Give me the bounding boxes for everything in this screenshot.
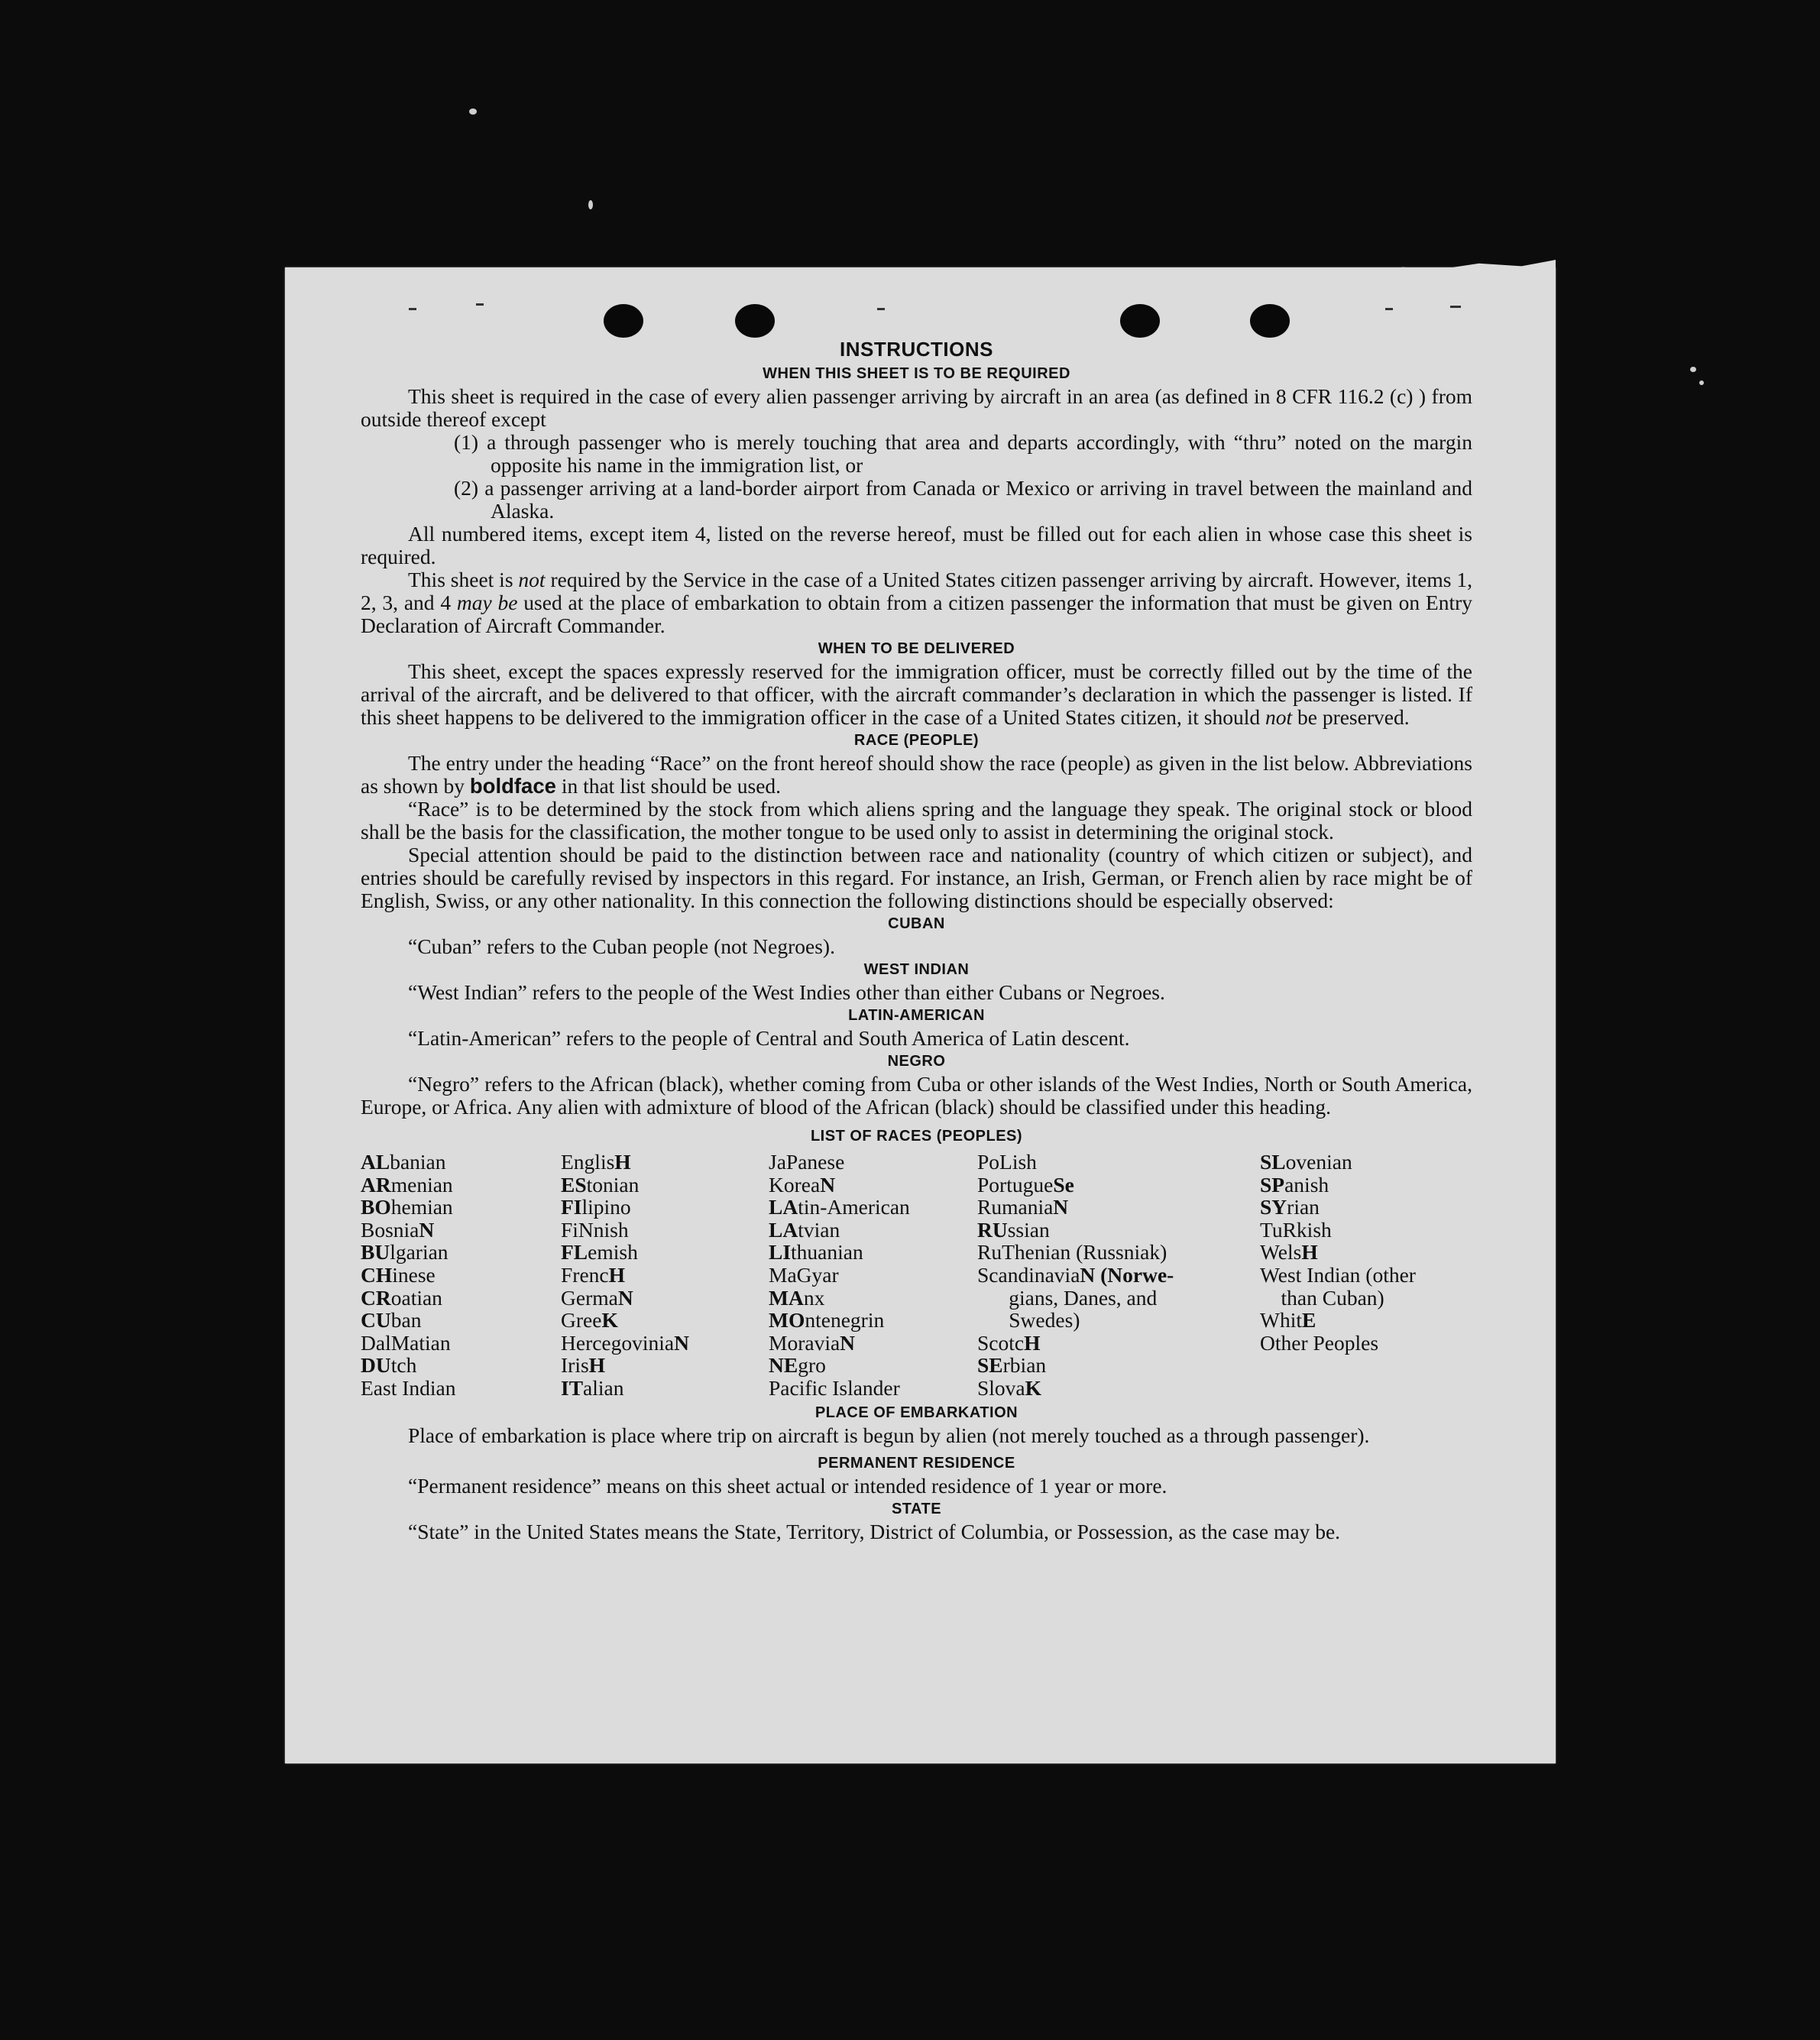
subheading-cuban: CUBAN	[888, 915, 945, 932]
paragraph: “State” in the United States means the State, Territory, District of Columbia, or Possession, as the case may be.	[408, 1519, 1341, 1543]
race-abbrev: E	[1302, 1308, 1316, 1332]
scan-speck	[1690, 367, 1696, 372]
race-text: nx	[803, 1285, 825, 1310]
race-abbrev: H	[614, 1150, 631, 1174]
race-entry	[977, 1174, 1260, 1196]
race-text: tonian	[586, 1172, 640, 1196]
race-text: ssian	[1007, 1217, 1050, 1242]
race-entry	[1260, 1219, 1472, 1242]
race-entry	[1260, 1332, 1472, 1355]
race-entry	[977, 1309, 1260, 1332]
race-text: inese	[392, 1262, 436, 1287]
race-text: Hercegovinia	[561, 1330, 675, 1355]
scan-speck	[588, 200, 593, 209]
race-entry	[1260, 1264, 1472, 1287]
race-text: anish	[1284, 1172, 1329, 1196]
race-text: ovenian	[1285, 1150, 1352, 1174]
paragraph: This sheet, except the spaces expressly reserved for the immigration officer, must be correctly filled out by the time of the arrival of the aircraft, and be delivered to that officer, with the aircraft commander’s declaration in which the passenger is listed. If this sheet happens to be delivered to the immigration officer in the case of a United States citizen, it should not be preserved.	[361, 659, 1472, 729]
race-text: Moravia	[769, 1330, 840, 1355]
document-sheet	[285, 267, 1556, 1763]
race-text: banian	[390, 1150, 446, 1174]
race-text: lgarian	[390, 1240, 449, 1264]
race-column	[1260, 1151, 1472, 1400]
race-abbrev: N (Norwe-	[1080, 1262, 1174, 1287]
race-text: rbian	[1002, 1353, 1047, 1378]
race-abbrev: BO	[361, 1195, 391, 1219]
race-entry	[561, 1332, 769, 1355]
exception-item: (1) a through passenger who is merely touching that area and departs accordingly, with “thru” noted on the margin opposite his name in the immigration list, or	[454, 430, 1472, 477]
race-text: Englis	[561, 1150, 615, 1174]
definition-text: “Negro” refers to the African (black), whether coming from Cuba or other islands of the West Indies, North or South America, Europe, or Africa. Any alien with admixture of blood of the African (black) should be classified under this heading.	[361, 1072, 1472, 1119]
race-abbrev: LI	[769, 1240, 792, 1264]
race-entry	[977, 1151, 1260, 1174]
race-column	[361, 1151, 561, 1400]
race-entry	[769, 1287, 977, 1310]
race-entry	[361, 1151, 561, 1174]
torn-edge	[1385, 260, 1556, 278]
race-column	[561, 1151, 769, 1400]
race-entry	[1260, 1151, 1472, 1174]
race-entry	[769, 1377, 977, 1400]
race-text: emish	[588, 1240, 638, 1264]
race-entry	[561, 1196, 769, 1219]
race-entry	[361, 1264, 561, 1287]
race-entry	[1260, 1196, 1472, 1219]
race-entry	[769, 1264, 977, 1287]
paragraph: This sheet is required in the case of every alien passenger arriving by aircraft in an area (as defined in 8 CFR 116.2 (c) ) from outside thereof except	[361, 384, 1472, 431]
race-entry	[977, 1264, 1260, 1287]
race-abbrev: H	[608, 1262, 626, 1287]
race-abbrev: CU	[361, 1308, 391, 1332]
race-abbrev: CH	[361, 1262, 393, 1287]
race-text: hemian	[390, 1195, 453, 1219]
punch-hole	[735, 304, 775, 338]
race-text: Swedes)	[977, 1308, 1080, 1332]
race-entry	[361, 1241, 561, 1264]
race-abbrev: MO	[769, 1308, 805, 1332]
paragraph: All numbered items, except item 4, listed on the reverse hereof, must be filled out for each alien in whose case this sheet is required.	[361, 522, 1472, 568]
document-title: INSTRUCTIONS	[840, 338, 993, 361]
paragraph: Special attention should be paid to the distinction between race and nationality (country of which citizen or subject), and entries should be carefully revised by inspectors in this regard. For instance, an Irish, German, or French alien by race might be of English, Swiss, or any other nationality. In this connection the following distinctions should be especially observed:	[361, 843, 1472, 912]
race-entry	[561, 1287, 769, 1310]
race-entry	[977, 1377, 1260, 1400]
race-entry	[769, 1219, 977, 1242]
race-abbrev: Se	[1053, 1172, 1074, 1196]
race-abbrev: SY	[1260, 1195, 1287, 1219]
race-entry	[361, 1332, 561, 1355]
race-text: Whit	[1260, 1308, 1302, 1332]
race-text: Gree	[561, 1308, 602, 1332]
paragraph: The entry under the heading “Race” on the front hereof should show the race (people) as given in the list below. Abbreviations as shown by boldface in that list should be used.	[361, 751, 1472, 798]
race-text: menian	[390, 1172, 453, 1196]
race-entry	[561, 1264, 769, 1287]
race-abbrev: AL	[361, 1150, 390, 1174]
race-abbrev: K	[1025, 1375, 1042, 1400]
race-entry	[1260, 1174, 1472, 1196]
race-text: Scandinavia	[977, 1262, 1080, 1287]
race-abbrev: BU	[361, 1240, 390, 1264]
race-list-heading: LIST OF RACES (PEOPLES)	[810, 1128, 1023, 1145]
subheading-west-indian: WEST INDIAN	[863, 961, 970, 978]
race-entry	[1260, 1309, 1472, 1332]
race-entry	[977, 1287, 1260, 1310]
race-abbrev: N	[820, 1172, 836, 1196]
race-text: Germa	[561, 1285, 618, 1310]
race-abbrev: FI	[561, 1195, 582, 1219]
race-text: Korea	[769, 1172, 821, 1196]
race-abbrev: N	[1053, 1195, 1069, 1219]
edge-mark	[877, 308, 885, 310]
race-text: ban	[390, 1308, 422, 1332]
race-text: gro	[798, 1353, 826, 1378]
race-abbrev: IT	[561, 1375, 584, 1400]
paragraph: This sheet is not required by the Service in the case of a United States citizen passenger arriving by aircraft. However, items 1, 2, 3, and 4 may be used at the place of embarkation to obtain from a citizen passenger the information that must be given on Entry Declaration of Aircraft Commander.	[361, 568, 1472, 637]
race-abbrev: LA	[769, 1195, 798, 1219]
race-abbrev: SE	[977, 1353, 1003, 1378]
race-abbrev: K	[601, 1308, 618, 1332]
race-entry	[561, 1241, 769, 1264]
race-abbrev: H	[1024, 1330, 1041, 1355]
race-text: Slova	[977, 1375, 1025, 1400]
race-text: gians, Danes, and	[977, 1285, 1158, 1310]
race-text: East Indian	[361, 1375, 456, 1400]
race-abbrev: LA	[769, 1217, 798, 1242]
race-entry	[361, 1309, 561, 1332]
race-text: DalMatian	[361, 1330, 451, 1355]
race-entry	[361, 1196, 561, 1219]
race-text: TuRkish	[1260, 1217, 1332, 1242]
race-entry	[361, 1354, 561, 1377]
race-abbrev: H	[1301, 1240, 1318, 1264]
section-heading-state: STATE	[891, 1500, 942, 1517]
race-text: alian	[583, 1375, 624, 1400]
race-text: tch	[390, 1353, 417, 1378]
race-abbrev: H	[588, 1353, 606, 1378]
race-text: Frenc	[561, 1262, 609, 1287]
race-text: PoLish	[977, 1150, 1037, 1174]
race-entry	[361, 1174, 561, 1196]
race-entry	[361, 1219, 561, 1242]
race-entry	[769, 1309, 977, 1332]
race-abbrev: MA	[769, 1285, 804, 1310]
race-entry	[561, 1151, 769, 1174]
race-entry	[561, 1354, 769, 1377]
race-text: JaPanese	[769, 1150, 845, 1174]
race-text: thuanian	[791, 1240, 863, 1264]
race-abbrev: N	[674, 1330, 689, 1355]
section-heading-embarkation: PLACE OF EMBARKATION	[814, 1404, 1018, 1421]
race-abbrev: AR	[361, 1172, 391, 1196]
race-entry	[977, 1332, 1260, 1355]
race-entry	[769, 1332, 977, 1355]
race-abbrev: N	[419, 1217, 435, 1242]
race-text: Rumania	[977, 1195, 1054, 1219]
race-entry	[977, 1219, 1260, 1242]
race-entry	[361, 1287, 561, 1310]
instructions-content	[361, 336, 1472, 1543]
race-abbrev: DU	[361, 1353, 391, 1378]
paragraph: “Race” is to be determined by the stock from which aliens spring and the language they speak. The original stock or blood shall be the basis for the classification, the mother tongue to be used only to assist in determining the original stock.	[361, 797, 1472, 844]
race-text: Bosnia	[361, 1217, 419, 1242]
punch-hole	[1120, 304, 1160, 338]
section-heading-race: RACE (PEOPLE)	[853, 732, 980, 749]
race-entry	[561, 1309, 769, 1332]
race-text: than Cuban)	[1260, 1285, 1384, 1310]
race-abbrev: SP	[1260, 1172, 1285, 1196]
race-text: MaGyar	[769, 1262, 839, 1287]
race-abbrev: NE	[769, 1353, 798, 1378]
race-entry	[769, 1196, 977, 1219]
race-text: FiNnish	[561, 1217, 629, 1242]
race-entry	[361, 1377, 561, 1400]
race-text: lipino	[581, 1195, 631, 1219]
race-entry	[561, 1377, 769, 1400]
section-heading-residence: PERMANENT RESIDENCE	[818, 1454, 1015, 1472]
section-heading-required: WHEN THIS SHEET IS TO BE REQUIRED	[763, 365, 1070, 382]
race-entry	[977, 1354, 1260, 1377]
race-abbrev: RU	[977, 1217, 1008, 1242]
race-text: Other Peoples	[1260, 1330, 1379, 1355]
race-entry	[769, 1241, 977, 1264]
subheading-latin-american: LATIN-AMERICAN	[848, 1007, 985, 1024]
race-abbrev: SL	[1260, 1150, 1286, 1174]
edge-mark	[1450, 306, 1461, 308]
race-column	[977, 1151, 1260, 1400]
race-text: tin-American	[798, 1195, 910, 1219]
scan-speck	[1699, 380, 1704, 385]
exception-item: (2) a passenger arriving at a land-border airport from Canada or Mexico or arriving in travel between the mainland and Alaska.	[454, 476, 1472, 523]
race-entry	[1260, 1287, 1472, 1310]
race-abbrev: FL	[561, 1240, 588, 1264]
race-text: rian	[1287, 1195, 1320, 1219]
race-text: Wels	[1260, 1240, 1302, 1264]
race-abbrev: N	[840, 1330, 856, 1355]
race-abbrev: N	[617, 1285, 633, 1310]
paragraph: Place of embarkation is place where trip on aircraft is begun by alien (not merely touched as a through passenger).	[408, 1423, 1370, 1447]
race-text: West Indian (other	[1260, 1262, 1416, 1287]
section-heading-delivered: WHEN TO BE DELIVERED	[818, 640, 1015, 657]
race-entry	[769, 1151, 977, 1174]
race-text: Portugue	[977, 1172, 1054, 1196]
paragraph: “Permanent residence” means on this sheet actual or intended residence of 1 year or more.	[408, 1473, 1167, 1498]
race-text: oatian	[390, 1285, 442, 1310]
race-text: Scotc	[977, 1330, 1025, 1355]
race-text: Iris	[561, 1353, 589, 1378]
race-entry	[769, 1354, 977, 1377]
race-abbrev: ES	[561, 1172, 587, 1196]
race-text: ntenegrin	[805, 1308, 885, 1332]
definition-text: “West Indian” refers to the people of the West Indies other than either Cubans or Negroes.	[408, 980, 1165, 1004]
race-entry	[561, 1174, 769, 1196]
subheading-negro: NEGRO	[887, 1053, 946, 1070]
definition-text: “Latin-American” refers to the people of Central and South America of Latin descent.	[408, 1026, 1130, 1050]
definition-text: “Cuban” refers to the Cuban people (not Negroes).	[408, 934, 835, 958]
edge-mark	[1385, 308, 1393, 310]
race-entry	[977, 1241, 1260, 1264]
scan-speck	[469, 108, 477, 115]
edge-mark	[409, 308, 416, 310]
race-text: RuThenian (Russniak)	[977, 1240, 1167, 1264]
race-text: tvian	[798, 1217, 840, 1242]
race-entry	[1260, 1241, 1472, 1264]
race-entry	[769, 1174, 977, 1196]
race-entry	[561, 1219, 769, 1242]
race-text: Pacific Islander	[769, 1375, 900, 1400]
race-list	[361, 1151, 1472, 1400]
race-entry	[977, 1196, 1260, 1219]
edge-mark	[476, 303, 484, 306]
race-column	[769, 1151, 977, 1400]
race-abbrev: CR	[361, 1285, 391, 1310]
punch-hole	[604, 304, 643, 338]
punch-hole	[1250, 304, 1290, 338]
